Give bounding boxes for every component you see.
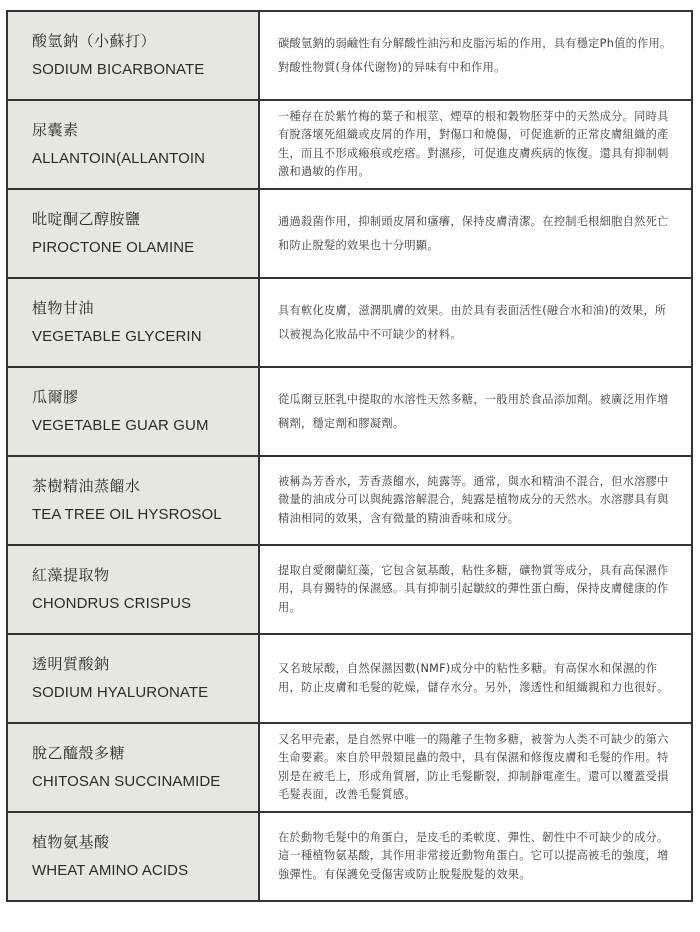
ingredient-name-cell — [7, 100, 259, 189]
ingredient-description: 一種存在於紫竹梅的葉子和根莖、煙草的根和穀物胚芽中的天然成分。同時具有脫落壞死組織或皮屑的作用，對傷口和燒傷，可促進新的正常皮膚組織的產生，而且不形成瘢痕或疙瘩。對濕疹，可促進皮膚疾病的恢復。還具有抑制刺激和過敏的作用。 — [259, 100, 692, 189]
table-row — [7, 456, 692, 545]
ingredient-description: 又名甲壳素，是自然界中唯一的陽離子生物多糖，被誉为人类不可缺少的第六生命要素。來自於甲殼類昆蟲的殼中，具有保濕和修復皮膚和毛髮的作用。特別是在被毛上，形成角質層，防止毛髮斷裂，抑制靜電產生。還可以覆蓋受損毛髮表面，改善毛髮質感。 — [259, 723, 692, 812]
ingredient-name-chinese: 脫乙醯殼多糖 — [32, 744, 126, 762]
ingredient-name-english: TEA TREE OIL HYSROSOL — [32, 506, 222, 523]
ingredient-name-cell — [7, 367, 259, 456]
ingredient-name-english: VEGETABLE GUAR GUM — [32, 417, 209, 434]
ingredient-name-cell — [7, 456, 259, 545]
ingredient-name-cell — [7, 11, 259, 100]
ingredients-table — [6, 10, 693, 902]
table-row — [7, 189, 692, 278]
ingredient-name-cell — [7, 812, 259, 901]
ingredient-name-english: CHITOSAN SUCCINAMIDE — [32, 773, 221, 790]
ingredient-name-chinese: 植物甘油 — [32, 299, 95, 317]
ingredient-description: 從瓜爾豆胚乳中提取的水溶性天然多糖，一般用於食品添加劑。被廣泛用作增稠劑，穩定劑和膠凝劑。 — [259, 367, 692, 456]
ingredient-name-chinese: 酸氫鈉（小蘇打） — [32, 32, 157, 50]
ingredient-name-cell — [7, 278, 259, 367]
ingredient-description: 通過殺菌作用，抑制頭皮屑和瘙癢，保持皮膚清潔。在控制毛根細胞自然死亡和防止脫髮的效果也十分明顯。 — [259, 189, 692, 278]
table-row — [7, 723, 692, 812]
ingredient-name-cell — [7, 723, 259, 812]
ingredient-description: 在於動物毛髮中的角蛋白，是皮毛的柔軟度、彈性、韌性中不可缺少的成分。這一種植物氨基酸，其作用非常接近動物角蛋白。它可以提高被毛的強度，增強彈性。有保護免受傷害或防止脫髮脫髮的效果。 — [259, 812, 692, 901]
table-row — [7, 278, 692, 367]
ingredient-name-english: CHONDRUS CRISPUS — [32, 595, 192, 612]
ingredient-name-chinese: 透明質酸鈉 — [32, 655, 110, 673]
ingredient-name-cell — [7, 189, 259, 278]
ingredient-name-chinese: 瓜爾膠 — [32, 388, 79, 406]
ingredient-name-english: WHEAT AMINO ACIDS — [32, 862, 189, 879]
ingredient-name-cell — [7, 545, 259, 634]
table-row — [7, 100, 692, 189]
ingredient-description: 又名玻尿酸，自然保濕因數(NMF)成分中的粘性多糖。有高保水和保濕的作用，防止皮膚和毛髮的乾燥，儲存水分。另外，滲透性和組織親和力也很好。 — [259, 634, 692, 723]
ingredient-name-english: VEGETABLE GLYCERIN — [32, 328, 202, 345]
ingredient-name-chinese: 尿囊素 — [32, 121, 79, 139]
ingredient-name-chinese: 植物氨基酸 — [32, 833, 110, 851]
table-row — [7, 11, 692, 100]
table-row — [7, 367, 692, 456]
ingredient-description: 具有軟化皮膚，滋潤肌膚的效果。由於具有表面活性(融合水和油)的效果，所以被視為化妝品中不可缺少的材料。 — [259, 278, 692, 367]
ingredient-name-cell — [7, 634, 259, 723]
ingredient-name-english: SODIUM BICARBONATE — [32, 61, 205, 78]
ingredient-description: 碳酸氫鈉的弱鹼性有分解酸性油污和皮脂污垢的作用，具有穩定Ph值的作用。對酸性物質(身体代谢物)的异味有中和作用。 — [259, 11, 692, 100]
ingredient-name-english: SODIUM HYALURONATE — [32, 684, 209, 701]
ingredient-name-english: PIROCTONE OLAMINE — [32, 239, 195, 256]
table-row — [7, 812, 692, 901]
table-row — [7, 634, 692, 723]
ingredient-name-chinese: 吡啶酮乙醇胺鹽 — [32, 210, 141, 228]
ingredient-name-chinese: 紅藻提取物 — [32, 566, 110, 584]
table-row — [7, 545, 692, 634]
ingredient-description: 提取自愛爾蘭紅藻，它包含氨基酸，粘性多糖，礦物質等成分，具有高保濕作用，具有獨特的保濕感。具有抑制引起皺紋的彈性蛋白酶，保持皮膚健康的作用。 — [259, 545, 692, 634]
ingredient-name-english: ALLANTOIN(ALLANTOIN — [32, 150, 206, 167]
ingredient-description: 被稱為芳香水，芳香蒸餾水，純露等。通常，與水和精油不混合，但水溶膠中微量的油成分可以與純露溶解混合，純露是植物成分的天然水。水溶膠具有與精油相同的效果，含有微量的精油香味和成分。 — [259, 456, 692, 545]
ingredient-name-chinese: 茶樹精油蒸餾水 — [32, 477, 141, 495]
